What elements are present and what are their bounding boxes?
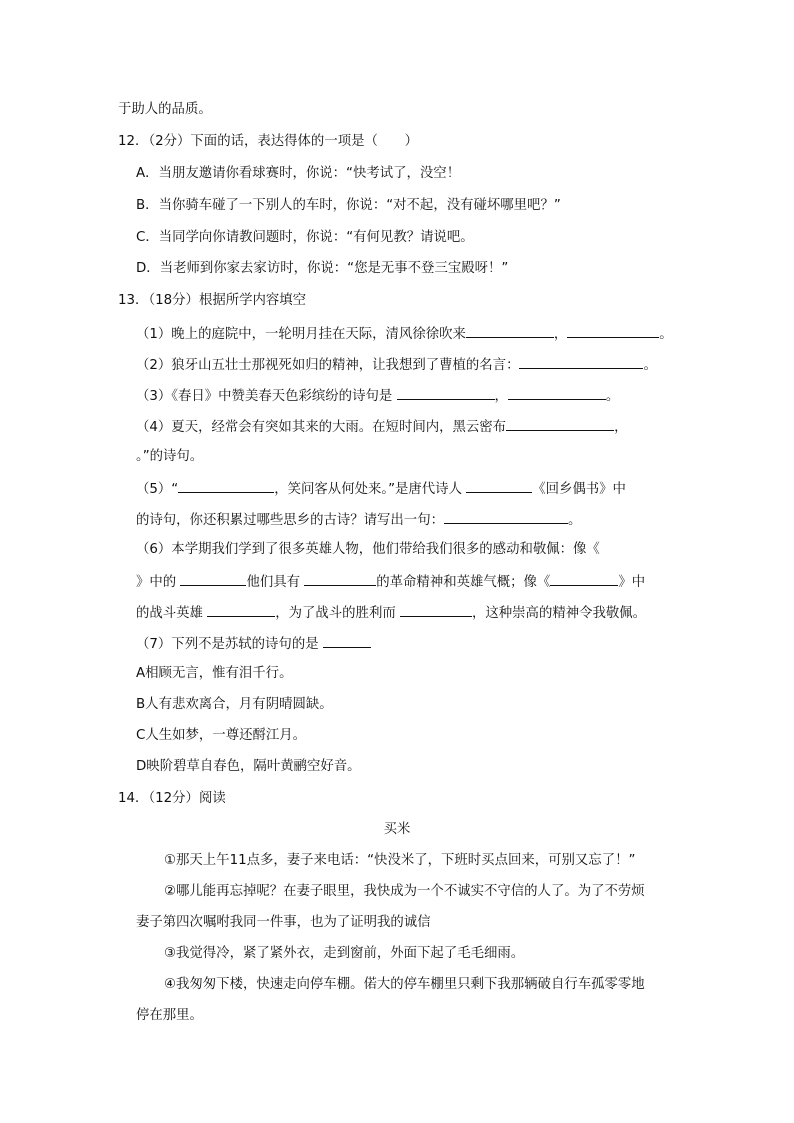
q13-sub5-text: ，笑问客从何处来。”是唐代诗人 <box>274 482 467 497</box>
passage-paragraph-2: ②哪儿能再忘掉呢？在妻子眼里，我快成为一个不诚实不守信的人了。为了不劳烦 <box>164 884 645 899</box>
passage-title: 买米 <box>383 822 411 837</box>
answer-blank[interactable] <box>180 571 246 586</box>
answer-blank[interactable] <box>550 571 618 586</box>
answer-blank[interactable] <box>466 478 532 493</box>
answer-blank[interactable] <box>400 602 472 617</box>
q13-sub4 <box>136 416 627 438</box>
q13-sub6-d: 的革命精神和英雄气概；像《 <box>376 575 551 590</box>
q13-sub7-option-d: D映阶碧草自春色，隔叶黄鹂空好音。 <box>136 759 361 774</box>
q13-sub5-book: 《回乡偶书》中 <box>532 482 626 497</box>
q13-sub1-end: 。 <box>659 327 673 342</box>
q13-sub7-option-b: B人有悲欢离合，月有阴晴圆缺。 <box>136 697 333 712</box>
q12-stem: 12．（2分）下面的话，表达得体的一项是（ ） <box>118 134 419 149</box>
q13-sub7-option-a: A相顾无言，惟有泪千行。 <box>136 666 293 681</box>
q13-sub1 <box>136 323 673 345</box>
q12-option-a: A．当朋友邀请你看球赛时，你说：“快考试了，没空！ <box>136 166 461 181</box>
q13-sub6-line2 <box>136 571 645 593</box>
q13-sub5-open: （5）“ <box>136 482 179 497</box>
passage-paragraph-3: ③我觉得冷，紧了紧外衣，走到窗前，外面下起了毛毛细雨。 <box>164 946 525 961</box>
q13-sub6-g: ，为了战斗的胜利而 <box>275 606 400 621</box>
q13-sub6-h: ，这种崇高的精神令我敬佩。 <box>472 606 647 621</box>
q13-sub1-text: （1）晚上的庭院中，一轮明月挂在天际，清风徐徐吹来 <box>136 327 466 342</box>
q13-sub6-line3 <box>136 602 646 624</box>
q13-sub3 <box>136 385 619 407</box>
q13-sub5-line2 <box>136 509 581 531</box>
q13-sub3-end: 。 <box>605 389 620 404</box>
q13-sub2-end: 。 <box>643 358 657 373</box>
answer-blank[interactable] <box>323 633 371 648</box>
answer-blank[interactable] <box>207 602 275 617</box>
passage-paragraph-4-cont: 停在那里。 <box>136 1008 203 1023</box>
q13-sub2-text: （2）狼牙山五壮士那视死如归的精神，让我想到了曹植的名言： <box>136 358 520 373</box>
q13-sub6: （6）本学期我们学到了很多英雄人物，他们带给我们很多的感动和敬佩：像《 <box>136 542 600 557</box>
q12-option-c: C．当同学向你请教问题时，你说：“有何见教？请说吧。 <box>136 230 474 245</box>
q12-option-b: B．当你骑车碰了一下别人的车时，你说：“对不起，没有碰坏哪里吧？” <box>136 198 561 213</box>
answer-blank[interactable] <box>508 385 606 400</box>
q13-sub7-option-c: C人生如梦，一尊还酹江月。 <box>136 728 307 743</box>
q13-sub4-tail: 。”的诗句。 <box>136 449 204 464</box>
intro-tail: 于助人的品质。 <box>118 102 212 117</box>
q13-sub3-sep: ， <box>494 389 508 404</box>
passage-paragraph-4: ④我匆匆下楼，快速走向停车棚。偌大的停车棚里只剩下我那辆破自行车孤零零地 <box>164 977 645 992</box>
answer-blank[interactable] <box>519 354 643 369</box>
q13-stem: 13．（18分）根据所学内容填空 <box>118 293 307 308</box>
q13-sub6-b: 》中的 <box>136 575 181 590</box>
q13-sub4-text: （4）夏天，经常会有突如其来的大雨。在短时间内，黑云密布 <box>136 420 507 435</box>
q12-option-d: D．当老师到你家去家访时，你说：“您是无事不登三宝殿呀！” <box>136 261 509 276</box>
answer-blank[interactable] <box>506 416 614 431</box>
answer-blank[interactable] <box>444 509 568 524</box>
answer-blank[interactable] <box>466 323 554 338</box>
answer-blank[interactable] <box>567 323 659 338</box>
q14-stem: 14．（12分）阅读 <box>118 791 226 806</box>
q13-sub6-e: 》中 <box>618 575 646 590</box>
q13-sub5-end: 。 <box>567 513 582 528</box>
q13-sub3-text: （3）《春日》中赞美春天色彩缤纷的诗句是 <box>136 389 397 404</box>
q13-sub6-f: 的战斗英雄 <box>136 606 208 621</box>
q13-sub7 <box>136 633 371 655</box>
q13-sub6-c: 他们具有 <box>246 575 305 590</box>
q13-sub5-question: 的诗句，你还积累过哪些思乡的古诗？请写出一句： <box>136 513 444 528</box>
q13-sub4-sep: ， <box>614 420 628 435</box>
answer-blank[interactable] <box>304 571 376 586</box>
q13-sub2 <box>136 354 657 376</box>
passage-paragraph-1: ①那天上午11点多，妻子来电话：“快没米了，下班时买点回来，可别又忘了！” <box>164 853 636 868</box>
answer-blank[interactable] <box>178 478 274 493</box>
q13-sub7-text: （7）下列不是苏轼的诗句的是 <box>136 637 323 652</box>
passage-paragraph-2-cont: 妻子第四次嘱咐我同一件事，也为了证明我的诚信 <box>136 915 431 930</box>
q13-sub5 <box>136 478 626 500</box>
answer-blank[interactable] <box>397 385 495 400</box>
q13-sub1-sep: ， <box>553 327 568 342</box>
